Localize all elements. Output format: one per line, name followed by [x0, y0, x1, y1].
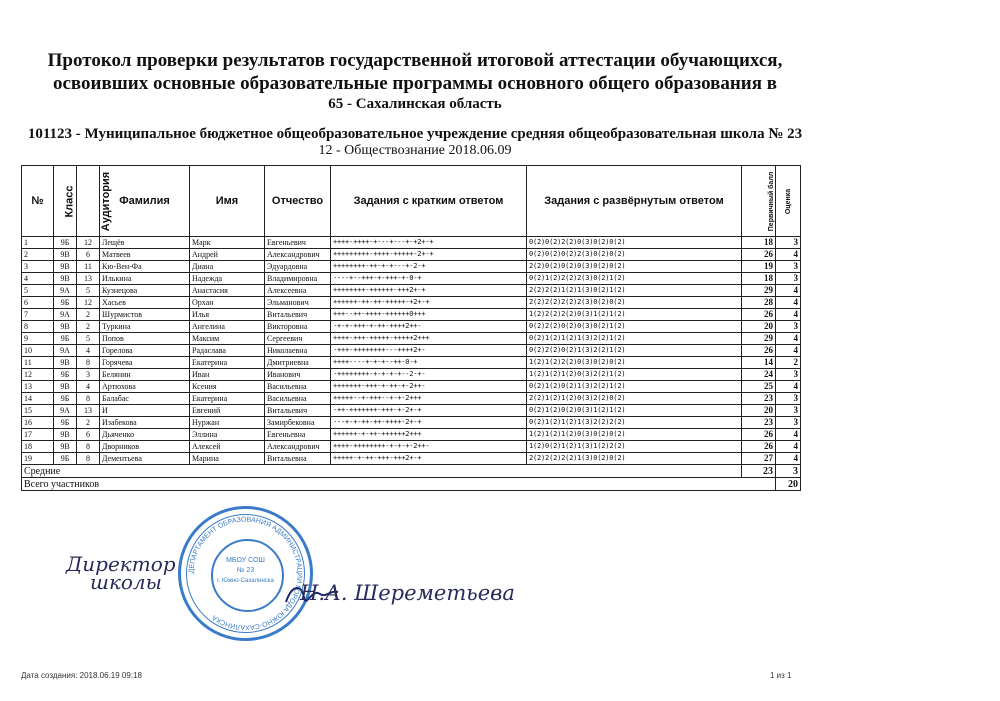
cell-auditorium: 13 — [77, 273, 100, 285]
table-row — [22, 285, 801, 297]
cell-patronymic: Евгеньевна — [265, 429, 331, 441]
cell-surname: Дьяченко — [100, 429, 190, 441]
table-row — [22, 345, 801, 357]
cell-long-answers: 2(2)2(2)1(2)1(3)0(2)1(2) — [527, 285, 742, 297]
table-row — [22, 261, 801, 273]
table-row — [22, 453, 801, 465]
cell-patronymic: Иванович — [265, 369, 331, 381]
cell-class: 9А — [54, 345, 77, 357]
cell-primary-score: 23 — [742, 393, 776, 405]
cell-surname: Хасьев — [100, 297, 190, 309]
cell-primary-score: 26 — [742, 309, 776, 321]
cell-auditorium: 6 — [77, 429, 100, 441]
page-number: 1 из 1 — [770, 671, 792, 680]
cell-class: 9В — [54, 273, 77, 285]
cell-primary-score: 18 — [742, 237, 776, 249]
table-row — [22, 405, 801, 417]
table-row — [22, 297, 801, 309]
cell-short-answers: -++-+++++++-+++-+-2+-+ — [331, 405, 527, 417]
cell-auditorium: 8 — [77, 393, 100, 405]
cell-long-answers: 2(2)1(2)1(2)0(3)2(2)0(2) — [527, 393, 742, 405]
cell-class: 9В — [54, 249, 77, 261]
cell-auditorium: 2 — [77, 309, 100, 321]
cell-num: 15 — [22, 405, 54, 417]
cell-class: 9В — [54, 321, 77, 333]
cell-grade: 4 — [776, 429, 801, 441]
table-header-row — [22, 166, 801, 237]
cell-primary-score: 29 — [742, 285, 776, 297]
cell-name: Анастасия — [190, 285, 265, 297]
cell-name: Ангелина — [190, 321, 265, 333]
cell-grade: 4 — [776, 309, 801, 321]
col-patronymic: Отчество — [265, 166, 331, 237]
cell-auditorium: 4 — [77, 345, 100, 357]
cell-surname: Попов — [100, 333, 190, 345]
cell-short-answers: ++++++-+-++-++++++2+++ — [331, 429, 527, 441]
cell-auditorium: 12 — [77, 237, 100, 249]
cell-surname: Дементьева — [100, 453, 190, 465]
table-row — [22, 309, 801, 321]
cell-grade: 4 — [776, 285, 801, 297]
signature-school-label: школы — [90, 570, 162, 594]
cell-patronymic: Викторовна — [265, 321, 331, 333]
creation-date: Дата создания: 2018.06.19 09:18 — [21, 671, 142, 680]
stamp-text-1: МБОУ СОШ — [226, 557, 265, 564]
cell-grade: 4 — [776, 345, 801, 357]
cell-name: Алексей — [190, 441, 265, 453]
cell-class: 9В — [54, 357, 77, 369]
cell-num: 16 — [22, 417, 54, 429]
cell-name: Евгений — [190, 405, 265, 417]
cell-surname: Белянин — [100, 369, 190, 381]
cell-long-answers: 1(2)1(2)1(2)0(3)0(2)0(2) — [527, 429, 742, 441]
cell-surname: Илькина — [100, 273, 190, 285]
cell-primary-score: 19 — [742, 261, 776, 273]
cell-name: Андрей — [190, 249, 265, 261]
cell-primary-score: 27 — [742, 453, 776, 465]
cell-patronymic: Николаевна — [265, 345, 331, 357]
cell-long-answers: 0(2)2(2)0(2)0(3)0(2)1(2) — [527, 321, 742, 333]
cell-grade: 2 — [776, 357, 801, 369]
cell-grade: 3 — [776, 417, 801, 429]
stamp-text-2: № 23 — [236, 567, 255, 574]
table-row — [22, 441, 801, 453]
cell-grade: 4 — [776, 453, 801, 465]
cell-short-answers: -++++++++-+-+-+-+--2-+- — [331, 369, 527, 381]
averages-row — [22, 465, 801, 478]
table-row — [22, 237, 801, 249]
cell-short-answers: ++++-++++-+---+---+-+2+-+ — [331, 237, 527, 249]
cell-class: 9В — [54, 381, 77, 393]
table-row — [22, 357, 801, 369]
cell-num: 10 — [22, 345, 54, 357]
cell-num: 5 — [22, 285, 54, 297]
cell-short-answers: ++++++++-++++++-+++2+-+ — [331, 285, 527, 297]
table-row — [22, 249, 801, 261]
cell-num: 9 — [22, 333, 54, 345]
cell-class: 9Б — [54, 417, 77, 429]
cell-patronymic: Васильевна — [265, 381, 331, 393]
cell-primary-score: 26 — [742, 441, 776, 453]
cell-short-answers: ++++++++-++-+-+---+-2-+ — [331, 261, 527, 273]
cell-surname: И — [100, 405, 190, 417]
cell-surname: Балабас — [100, 393, 190, 405]
cell-surname: Туркина — [100, 321, 190, 333]
cell-num: 11 — [22, 357, 54, 369]
cell-num: 6 — [22, 297, 54, 309]
cell-patronymic: Дмитриевна — [265, 357, 331, 369]
table-row — [22, 429, 801, 441]
cell-primary-score: 14 — [742, 357, 776, 369]
table-row — [22, 333, 801, 345]
cell-surname: Кузнецова — [100, 285, 190, 297]
cell-surname: Артюхова — [100, 381, 190, 393]
cell-short-answers: +++++++++-++++-+++++-2+-+ — [331, 249, 527, 261]
cell-primary-score: 26 — [742, 429, 776, 441]
cell-num: 17 — [22, 429, 54, 441]
cell-grade: 3 — [776, 237, 801, 249]
cell-name: Марина — [190, 453, 265, 465]
cell-patronymic: Владимировна — [265, 273, 331, 285]
cell-num: 14 — [22, 393, 54, 405]
cell-num: 7 — [22, 309, 54, 321]
cell-surname: Шурмистов — [100, 309, 190, 321]
cell-primary-score: 26 — [742, 249, 776, 261]
cell-short-answers: +++++-+-++-+++-+++2+-+ — [331, 453, 527, 465]
cell-patronymic: Эльманович — [265, 297, 331, 309]
cell-auditorium: 13 — [77, 405, 100, 417]
cell-name: Екатерина — [190, 357, 265, 369]
cell-long-answers: 1(2)2(2)2(2)0(3)1(2)1(2) — [527, 309, 742, 321]
cell-name: Марк — [190, 237, 265, 249]
cell-long-answers: 2(2)2(2)2(2)2(3)0(2)0(2) — [527, 297, 742, 309]
cell-patronymic: Витальевич — [265, 405, 331, 417]
cell-short-answers: +++--++-++++-++++++0+++ — [331, 309, 527, 321]
cell-primary-score: 23 — [742, 417, 776, 429]
cell-grade: 3 — [776, 321, 801, 333]
school-stamp — [178, 506, 313, 641]
signature-name: Н.А. Шереметьева — [300, 581, 515, 605]
cell-long-answers: 0(2)2(2)0(2)1(3)2(2)1(2) — [527, 345, 742, 357]
cell-long-answers: 0(2)1(2)2(2)2(3)0(2)1(2) — [527, 273, 742, 285]
cell-patronymic: Сергеевич — [265, 333, 331, 345]
cell-surname: Изабекова — [100, 417, 190, 429]
cell-name: Максим — [190, 333, 265, 345]
cell-grade: 3 — [776, 261, 801, 273]
cell-patronymic: Витальевна — [265, 453, 331, 465]
cell-name: Илья — [190, 309, 265, 321]
cell-name: Надежда — [190, 273, 265, 285]
cell-class: 9Б — [54, 333, 77, 345]
cell-short-answers: ++++++-++-++-+++++-+2+-+ — [331, 297, 527, 309]
cell-surname: Кю-Вен-Фа — [100, 261, 190, 273]
cell-class: 9Б — [54, 369, 77, 381]
col-short-answers: Задания с кратким ответом — [331, 166, 527, 237]
cell-class: 9Б — [54, 453, 77, 465]
col-primary-score: Первичный балл — [742, 166, 776, 237]
cell-num: 2 — [22, 249, 54, 261]
cell-grade: 3 — [776, 393, 801, 405]
stamp-inner-ring — [211, 539, 284, 612]
cell-grade: 4 — [776, 297, 801, 309]
col-grade: Оценка — [776, 166, 801, 237]
cell-long-answers: 0(2)1(2)0(2)0(3)1(2)1(2) — [527, 405, 742, 417]
stamp-text-3: г. Южно-Сахалинска — [217, 578, 274, 584]
avg-primary-score: 23 — [742, 465, 776, 478]
cell-primary-score: 18 — [742, 273, 776, 285]
cell-class: 9А — [54, 309, 77, 321]
cell-name: Эллина — [190, 429, 265, 441]
cell-name: Екатерина — [190, 393, 265, 405]
cell-class: 9В — [54, 441, 77, 453]
cell-primary-score: 20 — [742, 321, 776, 333]
cell-num: 12 — [22, 369, 54, 381]
col-num: № — [22, 166, 54, 237]
cell-long-answers: 2(2)0(2)0(2)0(3)0(2)0(2) — [527, 261, 742, 273]
cell-patronymic: Замирбековна — [265, 417, 331, 429]
cell-class: 9В — [54, 429, 77, 441]
cell-primary-score: 29 — [742, 333, 776, 345]
col-class: Класс — [54, 166, 77, 237]
cell-auditorium: 8 — [77, 441, 100, 453]
cell-patronymic: Александрович — [265, 249, 331, 261]
cell-auditorium: 4 — [77, 381, 100, 393]
cell-class: 9Б — [54, 393, 77, 405]
cell-class: 9А — [54, 285, 77, 297]
cell-long-answers: 1(2)0(2)1(2)1(3)1(2)2(2) — [527, 441, 742, 453]
cell-patronymic: Витальевич — [265, 309, 331, 321]
total-participants: 20 — [776, 478, 801, 491]
cell-short-answers: +++++--+-+++--+-+-2+++ — [331, 393, 527, 405]
table-row — [22, 393, 801, 405]
cell-short-answers: -+++-++++++++---++++2+- — [331, 345, 527, 357]
cell-name: Нуржан — [190, 417, 265, 429]
cell-short-answers: -+-+-+++-+-++-++++2++- — [331, 321, 527, 333]
subject-title: 12 - Обществознание 2018.06.09 — [318, 143, 512, 158]
protocol-title-line2: освоивших основные образовательные программы основного общего образования в — [52, 73, 778, 94]
cell-name: Иван — [190, 369, 265, 381]
cell-auditorium: 12 — [77, 297, 100, 309]
col-auditorium: Аудитория — [77, 166, 100, 237]
cell-long-answers: 1(2)1(2)2(2)0(3)0(2)0(2) — [527, 357, 742, 369]
cell-name: Ксения — [190, 381, 265, 393]
cell-auditorium: 2 — [77, 321, 100, 333]
cell-patronymic: Алексеевна — [265, 285, 331, 297]
cell-long-answers: 2(2)2(2)2(2)1(3)0(2)0(2) — [527, 453, 742, 465]
cell-grade: 4 — [776, 441, 801, 453]
school-title: 101123 - Муниципальное бюджетное общеобразовательное учреждение средняя общеобразовательная школа № 23 — [27, 126, 803, 142]
table-row — [22, 369, 801, 381]
cell-grade: 3 — [776, 273, 801, 285]
cell-auditorium: 5 — [77, 285, 100, 297]
cell-primary-score: 20 — [742, 405, 776, 417]
cell-num: 3 — [22, 261, 54, 273]
cell-long-answers: 0(2)0(2)2(2)0(3)0(2)0(2) — [527, 237, 742, 249]
cell-auditorium: 11 — [77, 261, 100, 273]
cell-class: 9В — [54, 261, 77, 273]
cell-class: 9А — [54, 405, 77, 417]
cell-grade: 4 — [776, 249, 801, 261]
signature-director-label: Директор — [66, 552, 176, 576]
cell-primary-score: 24 — [742, 369, 776, 381]
cell-num: 19 — [22, 453, 54, 465]
table-row — [22, 381, 801, 393]
cell-auditorium: 8 — [77, 453, 100, 465]
cell-short-answers: +++++++-+++-+-++-+-2++- — [331, 381, 527, 393]
cell-patronymic: Васильевна — [265, 393, 331, 405]
cell-num: 8 — [22, 321, 54, 333]
cell-num: 18 — [22, 441, 54, 453]
averages-label: Средние — [22, 465, 742, 478]
cell-primary-score: 26 — [742, 345, 776, 357]
cell-short-answers: ++++-++++++++-+-+-+-2++- — [331, 441, 527, 453]
cell-short-answers: ++++-+++-+++++-+++++2+++ — [331, 333, 527, 345]
cell-long-answers: 0(2)1(2)1(2)1(3)2(2)1(2) — [527, 333, 742, 345]
protocol-title-line1: Протокол проверки результатов государственной итоговой аттестации обучающихся, — [47, 50, 783, 71]
cell-patronymic: Александрович — [265, 441, 331, 453]
avg-grade: 3 — [776, 465, 801, 478]
cell-name: Диана — [190, 261, 265, 273]
cell-primary-score: 25 — [742, 381, 776, 393]
cell-patronymic: Евгеньевич — [265, 237, 331, 249]
col-name: Имя — [190, 166, 265, 237]
cell-class: 9Б — [54, 297, 77, 309]
cell-surname: Дворников — [100, 441, 190, 453]
cell-long-answers: 0(2)1(2)1(2)1(3)2(2)2(2) — [527, 417, 742, 429]
cell-long-answers: 1(2)1(2)1(2)0(3)2(2)1(2) — [527, 369, 742, 381]
cell-short-answers: ++++----+-+-+--++-0-+ — [331, 357, 527, 369]
region-title: 65 - Сахалинская область — [328, 96, 502, 112]
cell-patronymic: Эдуардовна — [265, 261, 331, 273]
cell-short-answers: ----+--+++-+-+++-+-0-+ — [331, 273, 527, 285]
cell-num: 1 — [22, 237, 54, 249]
cell-auditorium: 2 — [77, 417, 100, 429]
svg-text:ДЕПАРТАМЕНТ ОБРАЗОВАНИЯ АДМИНИ: ДЕПАРТАМЕНТ ОБРАЗОВАНИЯ АДМИНИСТРАЦИИ ГОРОДА ЮЖНО-САХАЛИНСКА — [188, 516, 303, 631]
col-long-answers: Задания с развёрнутым ответом — [527, 166, 742, 237]
col-surname: Фамилия — [100, 166, 190, 237]
cell-grade: 4 — [776, 381, 801, 393]
cell-grade: 4 — [776, 333, 801, 345]
cell-num: 13 — [22, 381, 54, 393]
cell-surname: Горелова — [100, 345, 190, 357]
cell-name: Радаслава — [190, 345, 265, 357]
cell-surname: Лещёв — [100, 237, 190, 249]
table-row — [22, 321, 801, 333]
cell-surname: Матвеев — [100, 249, 190, 261]
cell-long-answers: 0(2)1(2)0(2)1(3)2(2)1(2) — [527, 381, 742, 393]
results-table — [21, 165, 801, 491]
table-row — [22, 273, 801, 285]
cell-short-answers: ---+-+-++-++-++++-2+-+ — [331, 417, 527, 429]
cell-auditorium: 5 — [77, 333, 100, 345]
cell-name: Орхан — [190, 297, 265, 309]
cell-auditorium: 6 — [77, 249, 100, 261]
cell-primary-score: 28 — [742, 297, 776, 309]
cell-num: 4 — [22, 273, 54, 285]
cell-grade: 3 — [776, 369, 801, 381]
cell-surname: Горячева — [100, 357, 190, 369]
cell-class: 9Б — [54, 237, 77, 249]
cell-auditorium: 3 — [77, 369, 100, 381]
total-label: Всего участников — [22, 478, 776, 491]
cell-grade: 3 — [776, 405, 801, 417]
cell-long-answers: 0(2)0(2)0(2)2(3)0(2)0(2) — [527, 249, 742, 261]
total-row — [22, 478, 801, 491]
table-row — [22, 417, 801, 429]
cell-auditorium: 8 — [77, 357, 100, 369]
